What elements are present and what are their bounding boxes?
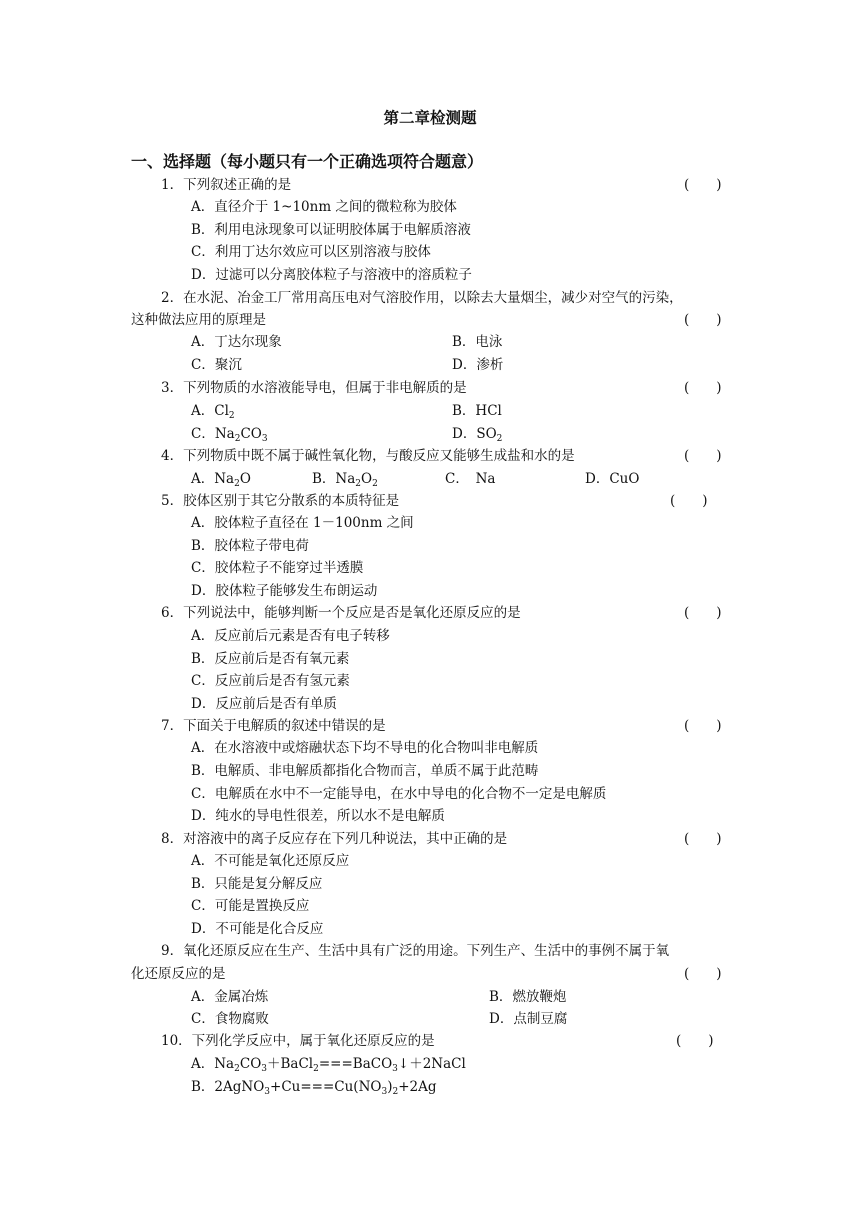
q3-option-d: D．$SO_2$ — [452, 426, 503, 444]
q2-option-a: A．丁达尔现象 — [191, 334, 282, 350]
answer-blank-5[interactable]: ( ) — [670, 493, 708, 509]
q5-option-a: A．胶体粒子直径在 1－100nm 之间 — [191, 515, 414, 531]
q9-option-c: C．食物腐败 — [191, 1011, 269, 1027]
q8-option-d: D．不可能是化合反应 — [191, 921, 324, 937]
answer-blank-10[interactable]: ( ) — [676, 1033, 714, 1049]
question-10-stem: 10．下列化学反应中，属于氧化还原反应的是 — [161, 1033, 435, 1049]
q10-option-b: B．$2AgNO_3+Cu===Cu(NO_3)_2+2Ag$ — [191, 1079, 437, 1097]
q1-option-b: B．利用电泳现象可以证明胶体属于电解质溶液 — [191, 222, 471, 238]
q7-option-a: A．在水溶液中或熔融状态下均不导电的化合物叫非电解质 — [191, 740, 539, 756]
q1-option-d: D．过滤可以分离胶体粒子与溶液中的溶质粒子 — [191, 267, 472, 283]
q6-option-c: C．反应前后是否有氢元素 — [191, 673, 350, 689]
question-7-stem: 7．下面关于电解质的叙述中错误的是 — [161, 718, 386, 734]
q2-option-d: D．渗析 — [452, 357, 504, 373]
q9-option-d: D．点制豆腐 — [489, 1011, 568, 1027]
q5-option-c: C．胶体粒子不能穿过半透膜 — [191, 560, 364, 576]
answer-blank-7[interactable]: ( ) — [684, 718, 722, 734]
q5-option-b: B．胶体粒子带电荷 — [191, 538, 309, 554]
question-4-stem: 4．下列物质中既不属于碱性氧化物，与酸反应又能够生成盐和水的是 — [161, 448, 575, 464]
question-2-stem-line2: 这种做法应用的原理是 — [131, 312, 266, 328]
q4-option-d: D．CuO — [585, 471, 640, 487]
q8-option-a: A．不可能是氧化还原反应 — [191, 853, 350, 869]
q3-option-b: B．HCl — [452, 403, 502, 419]
answer-blank-9[interactable]: ( ) — [684, 966, 722, 982]
question-9-stem-line2: 化还原反应的是 — [131, 966, 226, 982]
q6-option-a: A．反应前后元素是否有电子转移 — [191, 628, 390, 644]
q3-option-c: C．$Na_2CO_3$ — [191, 426, 268, 444]
answer-blank-4[interactable]: ( ) — [684, 448, 722, 464]
q2-option-b: B．电泳 — [452, 334, 503, 350]
question-3-stem: 3．下列物质的水溶液能导电，但属于非电解质的是 — [161, 380, 467, 396]
q6-option-d: D．反应前后是否有单质 — [191, 696, 337, 712]
question-8-stem: 8．对溶液中的离子反应存在下列几种说法，其中正确的是 — [161, 831, 508, 847]
q7-option-c: C．电解质在水中不一定能导电，在水中导电的化合物不一定是电解质 — [191, 786, 607, 802]
question-6-stem: 6．下列说法中，能够判断一个反应是否是氧化还原反应的是 — [161, 605, 521, 621]
question-5-stem: 5．胶体区别于其它分散系的本质特征是 — [161, 493, 400, 509]
q8-option-b: B．只能是复分解反应 — [191, 876, 323, 892]
answer-blank-2[interactable]: ( ) — [684, 312, 722, 328]
q3-option-a: A．$Cl_2$ — [191, 403, 235, 421]
question-9-stem-line1: 9．氧化还原反应在生产、生活中具有广泛的用途。下列生产、生活中的事例不属于氧 — [161, 943, 670, 959]
answer-blank-1[interactable]: ( ) — [684, 177, 722, 193]
q2-option-c: C．聚沉 — [191, 357, 242, 373]
q4-option-b: B．$Na_2O_2$ — [312, 471, 378, 489]
q8-option-c: C．可能是置换反应 — [191, 898, 310, 914]
q4-option-c: C． Na — [445, 471, 496, 487]
page-title: 第二章检测题 — [383, 109, 477, 127]
answer-blank-8[interactable]: ( ) — [684, 831, 722, 847]
q7-option-d: D．纯水的导电性很差，所以水不是电解质 — [191, 808, 445, 824]
q1-option-c: C．利用丁达尔效应可以区别溶液与胶体 — [191, 244, 431, 260]
q10-option-a: A．$Na_2CO_3+BaCl_2===BaCO_3↓+2NaCl$ — [191, 1056, 466, 1074]
q5-option-d: D．胶体粒子能够发生布朗运动 — [191, 583, 378, 599]
section-heading: 一、选择题（每小题只有一个正确选项符合题意） — [131, 152, 484, 171]
question-1-stem: 1．下列叙述正确的是 — [161, 177, 292, 193]
question-2-stem-line1: 2．在水泥、冶金工厂常用高压电对气溶胶作用，以除去大量烟尘，减少对空气的污染， — [161, 290, 683, 306]
q4-option-a: A．$Na_2O$ — [191, 471, 251, 489]
q6-option-b: B．反应前后是否有氧元素 — [191, 651, 350, 667]
answer-blank-6[interactable]: ( ) — [684, 605, 722, 621]
q9-option-a: A．金属冶炼 — [191, 989, 269, 1005]
answer-blank-3[interactable]: ( ) — [684, 380, 722, 396]
q9-option-b: B．燃放鞭炮 — [489, 989, 567, 1005]
q7-option-b: B．电解质、非电解质都指化合物而言，单质不属于此范畴 — [191, 763, 539, 779]
q1-option-a: A．直径介于 1~10nm 之间的微粒称为胶体 — [191, 199, 457, 215]
